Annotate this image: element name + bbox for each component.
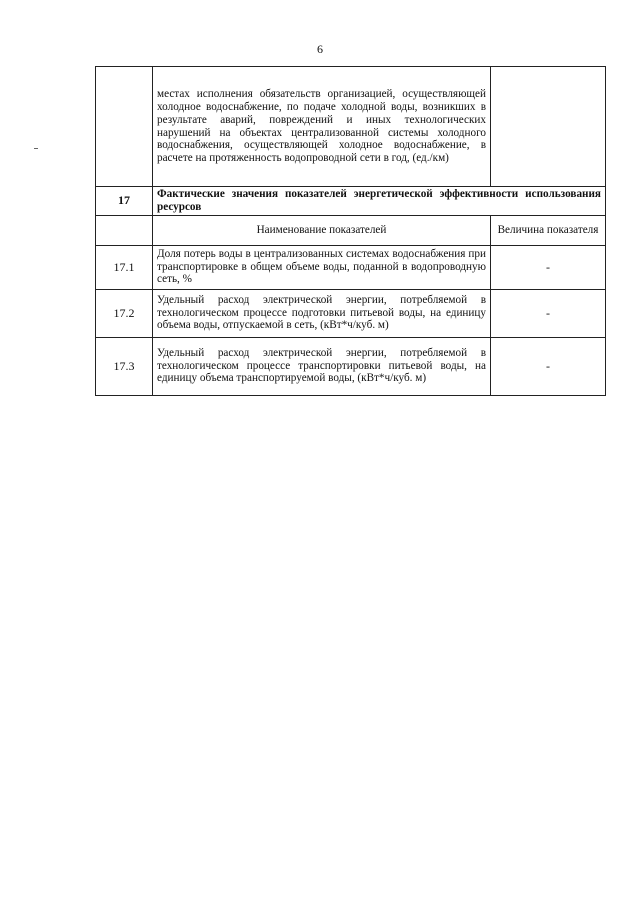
section-number: 17 bbox=[96, 187, 153, 216]
row-number: 17.1 bbox=[96, 245, 153, 289]
row-number: 17.3 bbox=[96, 337, 153, 395]
page-number: 6 bbox=[317, 42, 323, 56]
table-row bbox=[96, 289, 606, 337]
section-row bbox=[96, 187, 606, 216]
continuation-row bbox=[96, 67, 606, 187]
row-name: Удельный расход электрической энергии, потребляемой в технологическом процессе подготовки питьевой воды, на единицу объема воды, отпускаемой в сеть, (кВт*ч/куб. м) bbox=[153, 289, 491, 337]
continuation-value-cell bbox=[491, 67, 606, 187]
table-row bbox=[96, 337, 606, 395]
indicators-table bbox=[95, 66, 606, 396]
table-header-row bbox=[96, 215, 606, 245]
continuation-num-cell bbox=[96, 67, 153, 187]
row-value: - bbox=[491, 289, 606, 337]
row-value: - bbox=[491, 337, 606, 395]
section-title: Фактические значения показателей энергетической эффективности использования ресурсов bbox=[153, 187, 606, 216]
continuation-text: местах исполнения обязательств организацией, осуществляющей холодное водоснабжение, по подаче холодной воды, возникших в результате аварий, повреждений и иных технологических нарушений на объектах централизованной системы холодного водоснабжения, осуществляющей холодное водоснабжение, в расчете на протяженность водопроводной сети в год, (ед./км) bbox=[153, 67, 491, 187]
row-number: 17.2 bbox=[96, 289, 153, 337]
header-name: Наименование показателей bbox=[153, 215, 491, 245]
row-value: - bbox=[491, 245, 606, 289]
header-value: Величина показателя bbox=[491, 215, 606, 245]
table-row bbox=[96, 245, 606, 289]
row-name: Удельный расход электрической энергии, потребляемой в технологическом процессе транспортировки питьевой воды, на единицу объема транспортируемой воды, (кВт*ч/куб. м) bbox=[153, 337, 491, 395]
scan-artifact-mark bbox=[34, 148, 38, 149]
row-name: Доля потерь воды в централизованных системах водоснабжения при транспортировке в общем объеме воды, поданной в водопроводную сеть, % bbox=[153, 245, 491, 289]
header-num-cell bbox=[96, 215, 153, 245]
